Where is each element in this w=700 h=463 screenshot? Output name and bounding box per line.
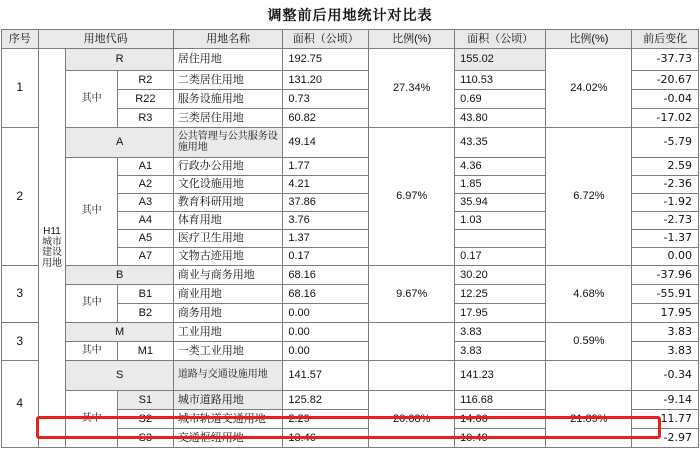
- table-row: [2, 49, 699, 71]
- area-after: 43.35: [455, 128, 546, 158]
- area-after: 14.06: [455, 410, 546, 429]
- code-major: R: [66, 49, 173, 71]
- ratio-before: [369, 323, 455, 361]
- change-value: -20.67: [632, 71, 699, 90]
- header-ratio-after: 比例(%): [546, 30, 632, 49]
- landuse-name: 服务设施用地: [173, 90, 283, 109]
- change-value: -5.79: [632, 128, 699, 158]
- area-before: 37.86: [283, 194, 369, 212]
- area-before: 68.16: [283, 285, 369, 304]
- area-before: 0.00: [283, 304, 369, 323]
- area-after: 141.23: [455, 361, 546, 391]
- ratio-after: 4.68%: [546, 266, 632, 323]
- area-before: 0.00: [283, 323, 369, 342]
- area-before: 141.57: [283, 361, 369, 391]
- area-before: 0.00: [283, 342, 369, 361]
- ratio-after: [546, 361, 632, 391]
- code-minor: A7: [117, 248, 173, 266]
- landuse-name: 道路与交通设施用地: [173, 361, 283, 391]
- change-value: 2.59: [632, 158, 699, 176]
- code-minor: S2: [117, 410, 173, 429]
- area-after: 116.68: [455, 391, 546, 410]
- change-value: -2.73: [632, 212, 699, 230]
- code-minor: R2: [117, 71, 173, 90]
- change-value: 0.00: [632, 248, 699, 266]
- code-minor: A1: [117, 158, 173, 176]
- code-minor: B2: [117, 304, 173, 323]
- area-after: [455, 230, 546, 248]
- ratio-after: 6.72%: [546, 128, 632, 266]
- change-value: 17.95: [632, 304, 699, 323]
- landuse-name: 公共管理与公共服务设施用地: [173, 128, 283, 158]
- landuse-name: 教育科研用地: [173, 194, 283, 212]
- header-no: 序号: [2, 30, 39, 49]
- change-value: -37.73: [632, 49, 699, 71]
- group-no: 3: [2, 266, 39, 323]
- area-after: 43.80: [455, 109, 546, 128]
- code-major: A: [66, 128, 173, 158]
- area-before: 49.14: [283, 128, 369, 158]
- table-row: [2, 128, 699, 158]
- ratio-after: 24.02%: [546, 49, 632, 128]
- area-after: 1.03: [455, 212, 546, 230]
- code-minor: B1: [117, 285, 173, 304]
- change-value: -1.37: [632, 230, 699, 248]
- code-minor: M1: [117, 342, 173, 361]
- area-before: 1.77: [283, 158, 369, 176]
- ratio-after: 0.59%: [546, 323, 632, 361]
- ratio-after: 21.89%: [546, 391, 632, 448]
- code-minor: A5: [117, 230, 173, 248]
- area-before: 13.46: [283, 429, 369, 448]
- ratio-before: 27.34%: [369, 49, 455, 128]
- area-after: 0.69: [455, 90, 546, 109]
- area-after: 3.83: [455, 323, 546, 342]
- group-no: 4: [2, 361, 39, 448]
- area-before: 68.16: [283, 266, 369, 285]
- landuse-name: 体育用地: [173, 212, 283, 230]
- area-before: 131.20: [283, 71, 369, 90]
- area-after: 17.95: [455, 304, 546, 323]
- header-ratio-before: 比例(%): [369, 30, 455, 49]
- qizhong-label: 其中: [66, 285, 118, 323]
- code-minor: A4: [117, 212, 173, 230]
- table-row: [2, 266, 699, 285]
- area-before: 1.37: [283, 230, 369, 248]
- area-before: 192.75: [283, 49, 369, 71]
- code-minor: A3: [117, 194, 173, 212]
- code-minor: S3: [117, 429, 173, 448]
- landuse-name: 交通枢纽用地: [173, 429, 283, 448]
- table-header-row: [2, 30, 699, 49]
- area-before: 4.21: [283, 176, 369, 194]
- change-value: -0.04: [632, 90, 699, 109]
- code-minor: S1: [117, 391, 173, 410]
- area-before: 0.17: [283, 248, 369, 266]
- area-before: 60.82: [283, 109, 369, 128]
- landuse-name: 商务用地: [173, 304, 283, 323]
- group-no: 3: [2, 323, 39, 361]
- header-area-before: 面积（公顷）: [283, 30, 369, 49]
- landuse-name: 城市轨道交通用地: [173, 410, 283, 429]
- page-title: 调整前后用地统计对比表: [267, 7, 433, 23]
- table-row: [2, 361, 699, 391]
- landuse-name: 二类居住用地: [173, 71, 283, 90]
- landuse-comparison-table: [1, 29, 699, 448]
- code-minor: R3: [117, 109, 173, 128]
- qizhong-label: 其中: [66, 71, 118, 128]
- code-minor: R22: [117, 90, 173, 109]
- landuse-name: 一类工业用地: [173, 342, 283, 361]
- ratio-before: 20.08%: [369, 391, 455, 448]
- group-no: 2: [2, 128, 39, 266]
- area-after: 35.94: [455, 194, 546, 212]
- header-name: 用地名称: [173, 30, 283, 49]
- side-category-label: H11 城市建设用地: [38, 49, 66, 448]
- landuse-name: 文物古迹用地: [173, 248, 283, 266]
- change-value: -2.97: [632, 429, 699, 448]
- landuse-name: 医疗卫生用地: [173, 230, 283, 248]
- code-major: B: [66, 266, 173, 285]
- area-after: 3.83: [455, 342, 546, 361]
- area-before: 2.29: [283, 410, 369, 429]
- change-value: -17.02: [632, 109, 699, 128]
- area-after: 30.20: [455, 266, 546, 285]
- area-before: 3.76: [283, 212, 369, 230]
- landuse-name: 行政办公用地: [173, 158, 283, 176]
- change-value: 3.83: [632, 342, 699, 361]
- landuse-name: 商业用地: [173, 285, 283, 304]
- area-before: 125.82: [283, 391, 369, 410]
- area-after: 1.85: [455, 176, 546, 194]
- area-after: 0.17: [455, 248, 546, 266]
- code-major: S: [66, 361, 173, 391]
- change-value: -55.91: [632, 285, 699, 304]
- ratio-before: 9.67%: [369, 266, 455, 323]
- header-area-after: 面积（公顷）: [455, 30, 546, 49]
- change-value: 11.77: [632, 410, 699, 429]
- ratio-before: 6.97%: [369, 128, 455, 266]
- qizhong-label: 其中: [66, 342, 118, 361]
- area-after: 110.53: [455, 71, 546, 90]
- change-value: -37.96: [632, 266, 699, 285]
- landuse-name: 三类居住用地: [173, 109, 283, 128]
- header-change: 前后变化: [632, 30, 699, 49]
- change-value: -0.34: [632, 361, 699, 391]
- landuse-name: 居住用地: [173, 49, 283, 71]
- qizhong-label: 其中: [66, 391, 118, 448]
- code-major: M: [66, 323, 173, 342]
- change-value: 3.83: [632, 323, 699, 342]
- ratio-before: [369, 361, 455, 391]
- qizhong-label: 其中: [66, 158, 118, 266]
- table-row: [2, 391, 699, 410]
- change-value: -1.92: [632, 194, 699, 212]
- change-value: -2.36: [632, 176, 699, 194]
- landuse-name: 文化设施用地: [173, 176, 283, 194]
- area-after: 155.02: [455, 49, 546, 71]
- landuse-name: 工业用地: [173, 323, 283, 342]
- area-after: 12.25: [455, 285, 546, 304]
- area-after: 10.49: [455, 429, 546, 448]
- landuse-name: 城市道路用地: [173, 391, 283, 410]
- code-minor: A2: [117, 176, 173, 194]
- area-after: 4.36: [455, 158, 546, 176]
- change-value: -9.14: [632, 391, 699, 410]
- landuse-name: 商业与商务用地: [173, 266, 283, 285]
- table-row: [2, 323, 699, 342]
- area-before: 0.73: [283, 90, 369, 109]
- header-code: 用地代码: [38, 30, 173, 49]
- group-no: 1: [2, 49, 39, 128]
